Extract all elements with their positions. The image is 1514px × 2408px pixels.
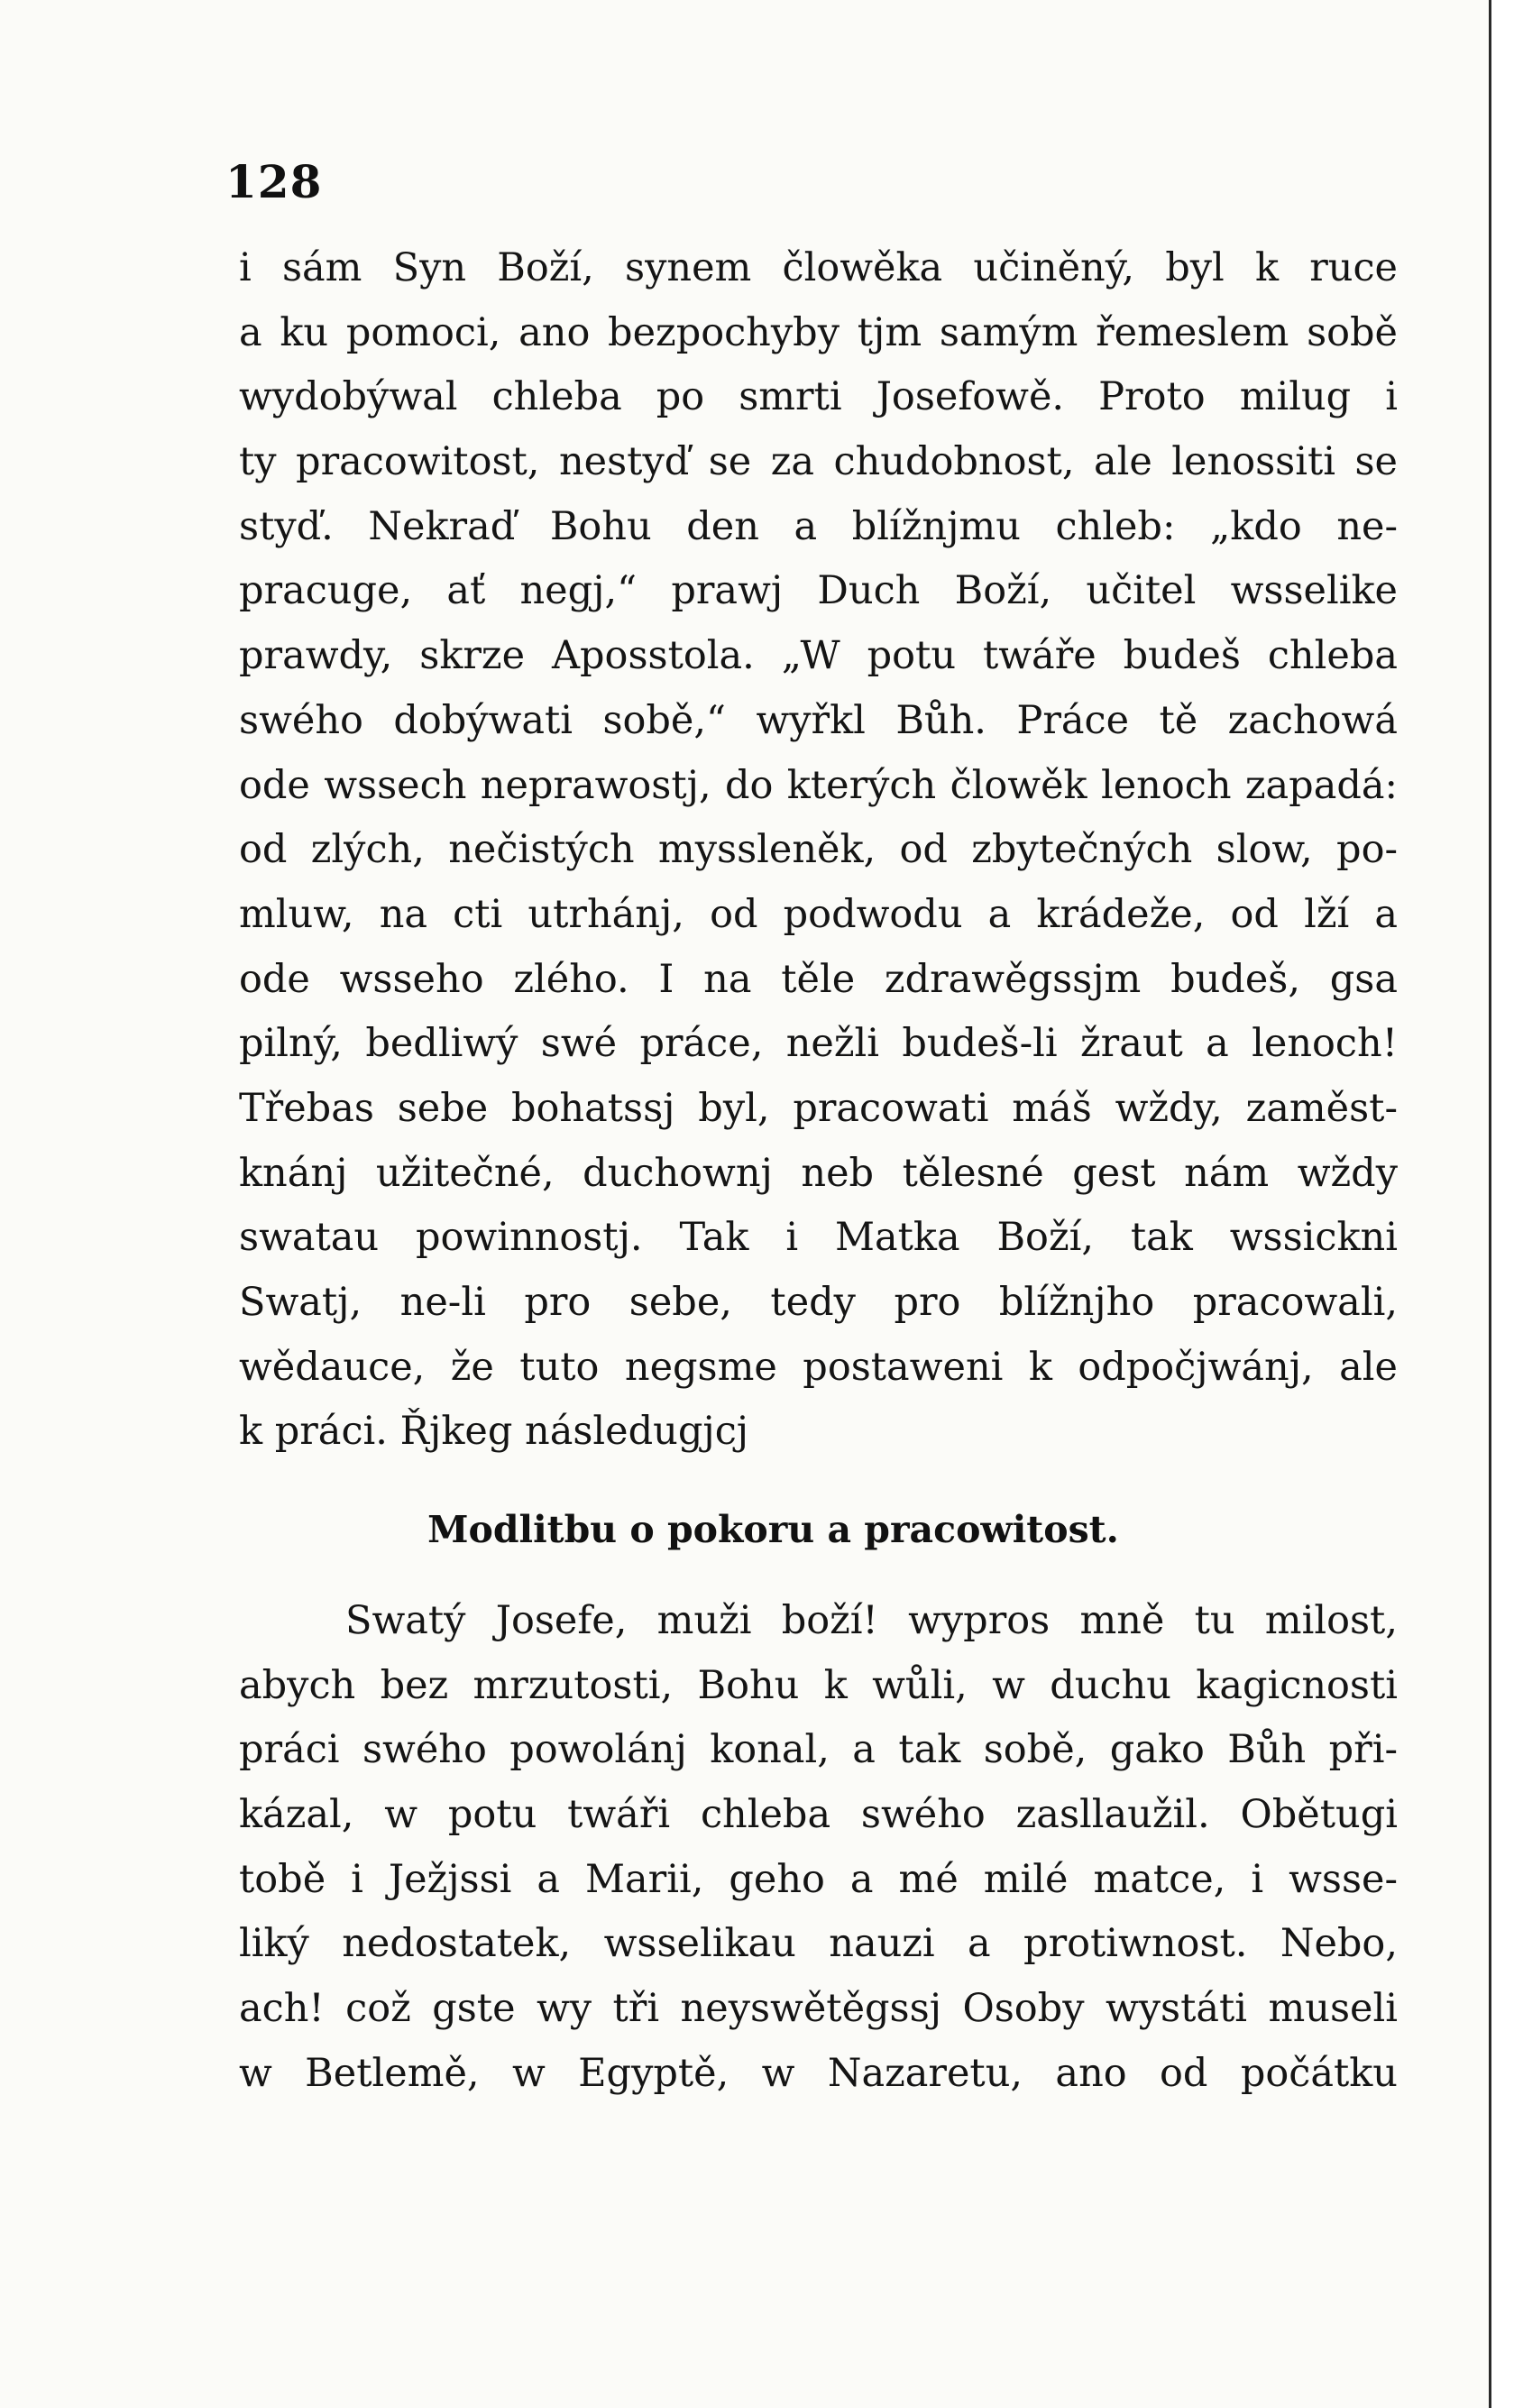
paragraph-1 [239, 236, 1398, 1465]
text-line: swého dobýwati sobě,“ wyřkl Bůh. Práce tě zachowá [239, 697, 1398, 743]
text-line: Swatý Josefe, muži boží! wypros mně tu milost, [345, 1598, 1398, 1643]
text-line: ach! což gste wy tři neyswětěgssj Osoby wystáti museli [239, 1986, 1398, 2032]
text-line: pracuge, ať negj,“ prawj Duch Boží, učitel wsselike [239, 568, 1398, 614]
text-line: a ku pomoci, ano bezpochyby tjm samým řemeslem sobě [239, 309, 1398, 355]
text-line: wydobýwal chleba po smrti Josefowě. Proto milug i [239, 374, 1398, 420]
text-line: ty pracowitost, nestyď se za chudobnost, ale lenossiti se [239, 439, 1398, 485]
text-line: w Betlemě, w Egyptě, w Nazaretu, ano od počátku [239, 2050, 1398, 2096]
text-line: k práci. Řjkeg následugjcj [239, 1409, 749, 1455]
text-line: ode wsseho zlého. I na těle zdrawěgssjm budeš, gsa [239, 956, 1398, 1002]
prayer-heading [0, 1508, 1514, 1551]
text-line: kázal, w potu twáři chleba swého zasllaužil. Obětugi [239, 1792, 1398, 1838]
page-number: 128 [225, 155, 323, 208]
text-line: Třebas sebe bohatssj byl, pracowati máš wždy, zaměst- [239, 1085, 1398, 1131]
text-line: styď. Nekraď Bohu den a blížnjmu chleb: „kdo ne- [239, 503, 1398, 549]
text-line: mluw, na cti utrhánj, od podwodu a krádeže, od lží a [239, 891, 1398, 937]
page-edge [1491, 0, 1514, 2408]
paragraph-2 [239, 1589, 1398, 2107]
text-line: prawdy, skrze Aposstola. „W potu twáře budeš chleba [239, 633, 1398, 679]
text-line: pilný, bedliwý swé práce, nežli budeš-li žraut a lenoch! [239, 1021, 1398, 1067]
text-line: knánj užitečné, duchownj neb tělesné gest nám wždy [239, 1150, 1398, 1196]
text-line: swatau powinnostj. Tak i Matka Boží, tak wssickni [239, 1215, 1398, 1261]
text-line: Swatj, ne-li pro sebe, tedy pro blížnjho pracowali, [239, 1280, 1398, 1325]
text-line: tobě i Ježjssi a Marii, geho a mé milé matce, i wsse- [239, 1856, 1398, 1902]
text-line: práci swého powolánj konal, a tak sobě, gako Bůh při- [239, 1727, 1398, 1773]
text-line: liký nedostatek, wsselikau nauzi a protiwnost. Nebo, [239, 1921, 1398, 1967]
prayer-heading-text: Modlitbu o pokoru a pracowitost. [427, 1508, 1119, 1551]
text-line: od zlých, nečistých myssleněk, od zbytečných slow, po- [239, 827, 1398, 873]
text-line: abych bez mrzutosti, Bohu k wůli, w duchu kagicnosti [239, 1662, 1398, 1708]
text-line: ode wssech neprawostj, do kterých člowěk lenoch zapadá: [239, 762, 1398, 808]
text-line: wědauce, že tuto negsme postaweni k odpočjwánj, ale [239, 1344, 1398, 1390]
text-line: i sám Syn Boží, synem člowěka učiněný, byl k ruce [239, 245, 1398, 290]
